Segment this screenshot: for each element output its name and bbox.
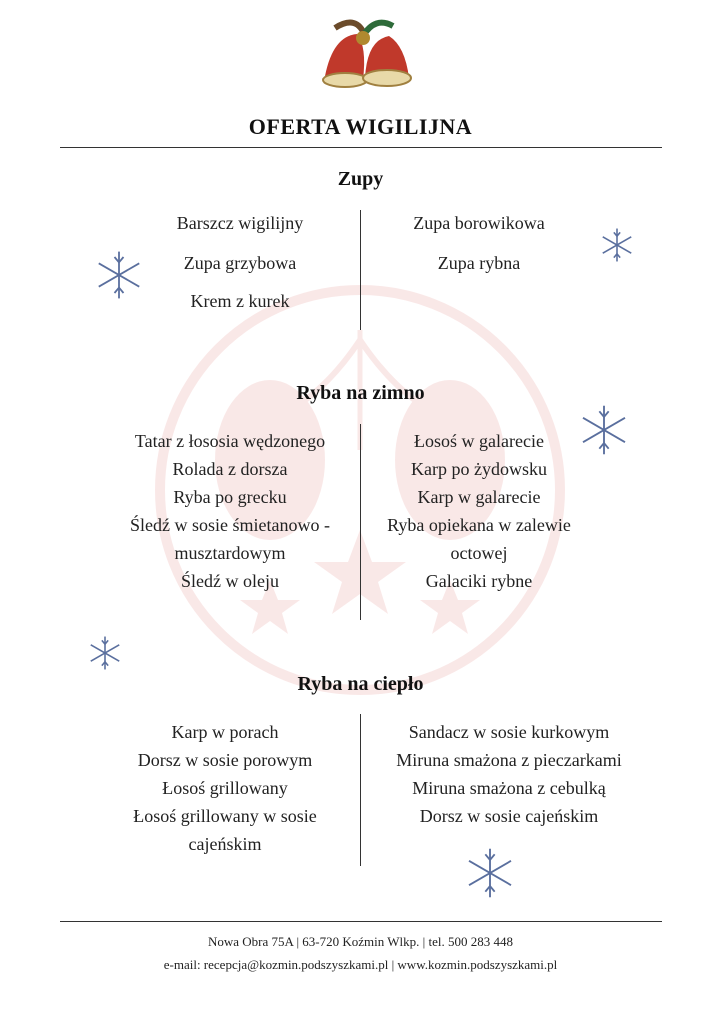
menu-item: Miruna smażona z cebulką — [412, 778, 606, 798]
menu-item: Barszcz wigilijny — [176, 213, 304, 233]
menu-item: octowej — [450, 543, 508, 563]
snowflake-icon — [576, 402, 632, 458]
menu-item: Zupa rybna — [437, 253, 521, 273]
footer-divider — [60, 921, 662, 922]
footer-contact: e-mail: recepcja@kozmin.podszyszkami.pl | www.kozmin.podszyszkami.pl — [163, 957, 558, 972]
column-divider — [360, 210, 361, 330]
christmas-bells-icon — [305, 6, 423, 98]
menu-item: Sandacz w sosie kurkowym — [408, 722, 610, 742]
menu-item: Łosoś grillowany w sosie — [133, 806, 317, 826]
menu-item: musztardowym — [174, 543, 286, 563]
menu-item: Miruna smażona z pieczarkami — [396, 750, 622, 770]
menu-item: Rolada z dorsza — [172, 459, 288, 479]
menu-item: Dorsz w sosie porowym — [137, 750, 313, 770]
zimno-right-column — [368, 427, 590, 595]
title-divider — [60, 147, 662, 148]
menu-item: Galaciki rybne — [425, 571, 533, 591]
zupy-left-column — [130, 213, 350, 312]
menu-item: Łosoś w galarecie — [414, 431, 544, 451]
snowflake-icon — [92, 248, 146, 302]
menu-item: Ryba po grecku — [173, 487, 287, 507]
menu-item: Śledź w oleju — [181, 571, 279, 591]
snowflake-icon — [598, 226, 636, 264]
page-title: OFERTA WIGILIJNA — [248, 114, 473, 139]
column-divider — [360, 424, 361, 620]
menu-item: cajeńskim — [188, 834, 262, 854]
section-heading-ryba-na-cieplo: Ryba na ciepło — [297, 673, 424, 695]
menu-item: Karp w porach — [171, 722, 279, 742]
section-heading-zupy: Zupy — [337, 168, 384, 190]
menu-item: Ryba opiekana w zalewie — [387, 515, 571, 535]
snowflake-icon — [86, 634, 124, 672]
zimno-left-column — [110, 427, 350, 595]
menu-item: Dorsz w sosie cajeńskim — [419, 806, 599, 826]
menu-item: Zupa grzybowa — [183, 253, 297, 273]
zupy-right-column — [368, 213, 590, 274]
menu-item: Karp w galarecie — [417, 487, 541, 507]
section-heading-ryba-na-zimno: Ryba na zimno — [296, 382, 425, 404]
cieplo-right-column — [366, 718, 652, 830]
footer-address: Nowa Obra 75A | 63-720 Koźmin Wlkp. | tel. 500 283 448 — [207, 934, 513, 949]
menu-item: Zupa borowikowa — [413, 213, 545, 233]
menu-item: Krem z kurek — [190, 291, 290, 311]
menu-item: Śledź w sosie śmietanowo - — [130, 515, 330, 535]
menu-item: Karp po żydowsku — [411, 459, 547, 479]
menu-item: Łosoś grillowany — [162, 778, 288, 798]
column-divider — [360, 714, 361, 866]
cieplo-left-column — [100, 718, 350, 858]
snowflake-icon — [462, 845, 518, 901]
menu-item: Tatar z łososia wędzonego — [134, 431, 326, 451]
